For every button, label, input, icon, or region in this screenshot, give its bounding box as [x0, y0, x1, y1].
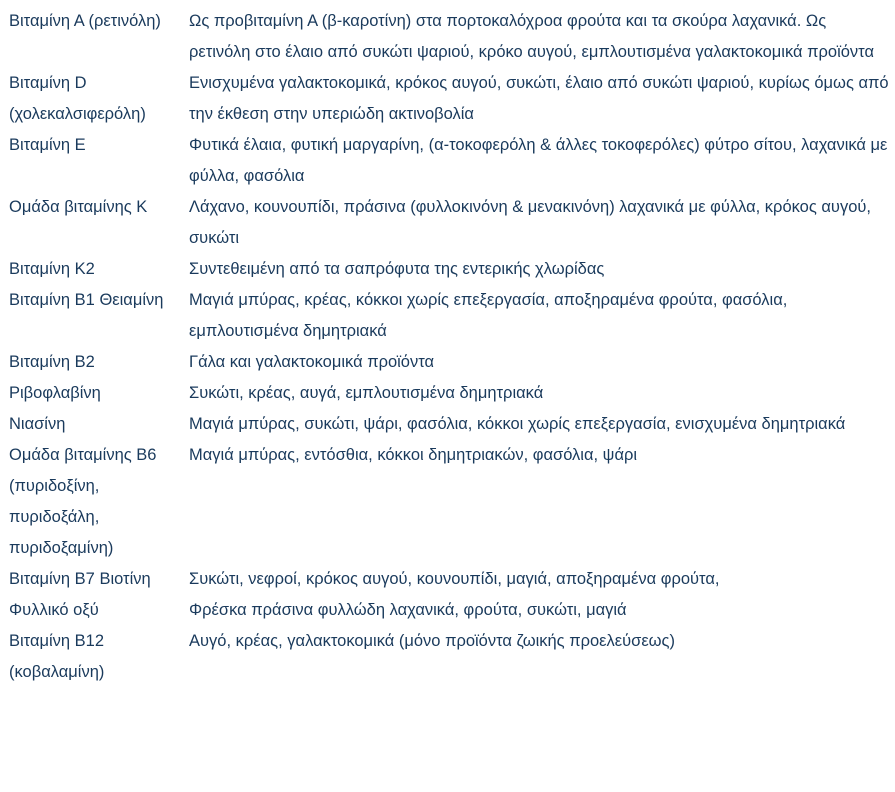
vitamin-sources: Φυτικά έλαια, φυτική μαργαρίνη, (α-τοκοφερόλη & άλλες τοκοφερόλες) φύτρο σίτου, λαχανικά με φύλλα, φασόλια	[189, 136, 888, 185]
vitamin-sources: Ενισχυμένα γαλακτοκομικά, κρόκος αυγού, συκώτι, έλαιο από συκώτι ψαριού, κυρίως όμως από την έκθεση στην υπεριώδη ακτινοβολία	[189, 74, 889, 123]
table-row	[9, 626, 893, 688]
table-row	[9, 409, 893, 440]
vitamin-sources: Λάχανο, κουνουπίδι, πράσινα (φυλλοκινόνη & μενακινόνη) λαχανικά με φύλλα, κρόκος αυγού, συκώτι	[189, 198, 871, 247]
vitamin-name: Βιταμίνη Α (ρετινόλη)	[9, 12, 161, 30]
vitamin-name: Νιασίνη	[9, 415, 66, 433]
table-row	[9, 285, 893, 347]
vitamin-sources: Ως προβιταμίνη Α (β-καροτίνη) στα πορτοκαλόχροα φρούτα και τα σκούρα λαχανικά. Ως ρετινόλη στο έλαιο από συκώτι ψαριού, κρόκο αυγού, εμπλουτισμένα γαλακτοκομικά προϊόντα	[189, 12, 874, 61]
vitamin-sources: Μαγιά μπύρας, εντόσθια, κόκκοι δημητριακών, φασόλια, ψάρι	[189, 446, 638, 464]
vitamin-name: Βιταμίνη Β2	[9, 353, 95, 371]
table-row	[9, 254, 893, 285]
vitamin-sources: Μαγιά μπύρας, συκώτι, ψάρι, φασόλια, κόκκοι χωρίς επεξεργασία, ενισχυμένα δημητριακά	[189, 415, 846, 433]
vitamin-name: Βιταμίνη Β12 (κοβαλαμίνη)	[9, 632, 105, 681]
table-row	[9, 347, 893, 378]
table-row	[9, 564, 893, 595]
vitamin-name: Ομάδα βιταμίνης Β6 (πυριδοξίνη, πυριδοξάλη, πυριδοξαμίνη)	[9, 446, 157, 557]
table-row	[9, 6, 893, 68]
vitamin-sources: Γάλα και γαλακτοκομικά προϊόντα	[189, 353, 435, 371]
vitamin-sources: Φρέσκα πράσινα φυλλώδη λαχανικά, φρούτα, συκώτι, μαγιά	[189, 601, 627, 619]
vitamin-sources: Μαγιά μπύρας, κρέας, κόκκοι χωρίς επεξεργασία, αποξηραμένα φρούτα, φασόλια, εμπλουτισμένα δημητριακά	[189, 291, 788, 340]
vitamin-name: Ομάδα βιταμίνης Κ	[9, 198, 148, 216]
vitamin-name: Βιταμίνη Ε	[9, 136, 86, 154]
vitamin-sources: Αυγό, κρέας, γαλακτοκομικά (μόνο προϊόντα ζωικής προελεύσεως)	[189, 632, 676, 650]
vitamin-sources: Συκώτι, κρέας, αυγά, εμπλουτισμένα δημητριακά	[189, 384, 544, 402]
vitamin-name: Ριβοφλαβίνη	[9, 384, 101, 402]
vitamin-sources: Συντεθειμένη από τα σαπρόφυτα της εντερικής χλωρίδας	[189, 260, 605, 278]
vitamin-sources-table	[9, 6, 893, 688]
table-row	[9, 378, 893, 409]
vitamin-name: Βιταμίνη D (χολεκαλσιφερόλη)	[9, 74, 146, 123]
vitamin-name: Βιταμίνη Β1 Θειαμίνη	[9, 291, 164, 309]
vitamin-name: Βιταμίνη Β7 Βιοτίνη	[9, 570, 151, 588]
table-row	[9, 130, 893, 192]
table-row	[9, 595, 893, 626]
table-row	[9, 440, 893, 564]
vitamin-sources: Συκώτι, νεφροί, κρόκος αυγού, κουνουπίδι, μαγιά, αποξηραμένα φρούτα,	[189, 570, 720, 588]
table-row	[9, 68, 893, 130]
vitamin-name: Φυλλικό οξύ	[9, 601, 99, 619]
vitamin-name: Βιταμίνη Κ2	[9, 260, 95, 278]
table-row	[9, 192, 893, 254]
